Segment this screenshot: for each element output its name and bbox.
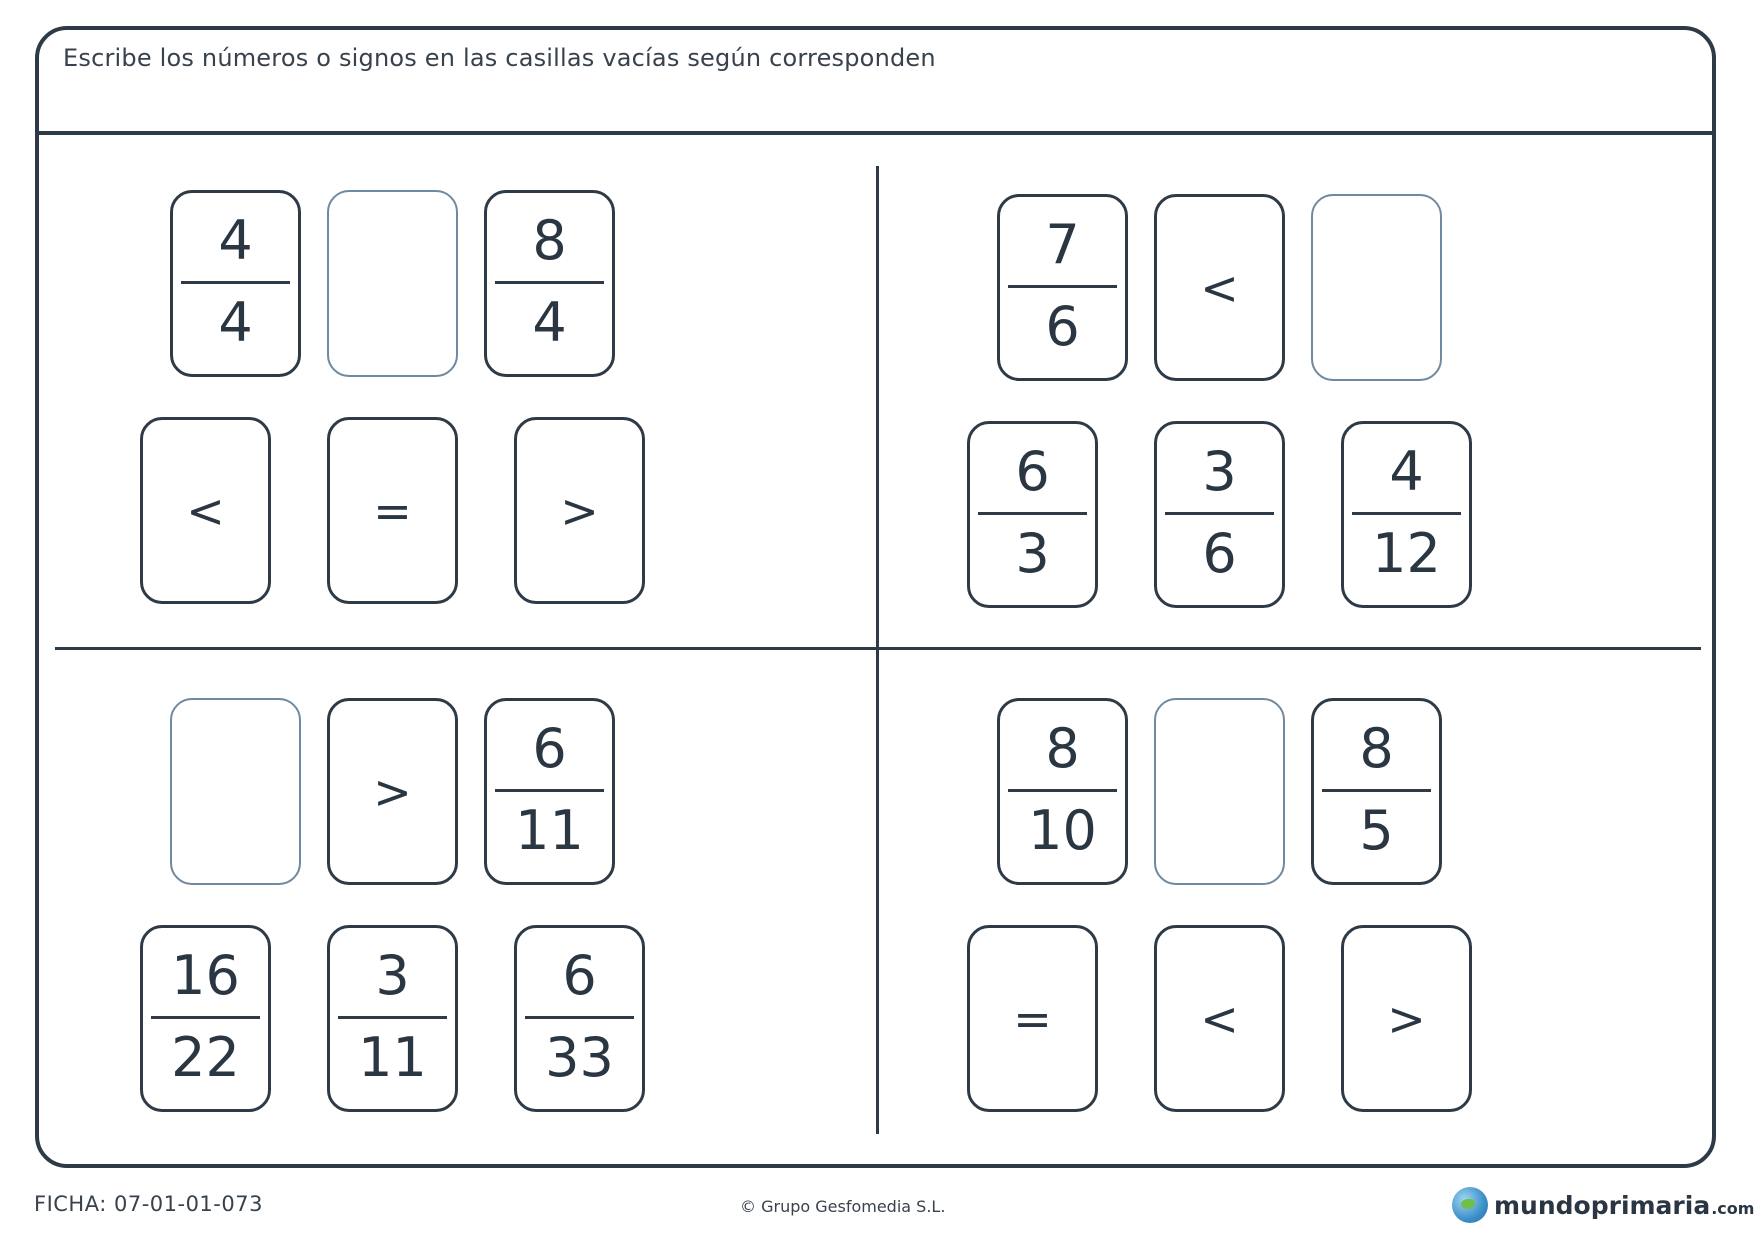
fraction bbox=[487, 193, 612, 374]
fraction-bar bbox=[1352, 512, 1461, 515]
symbol-card bbox=[1154, 194, 1285, 381]
fraction-bar bbox=[1008, 285, 1117, 288]
comparison-symbol: = bbox=[1013, 991, 1052, 1046]
fraction bbox=[1344, 424, 1469, 605]
fraction bbox=[970, 424, 1095, 605]
brand-logo[interactable] bbox=[1452, 1187, 1754, 1223]
comparison-symbol: < bbox=[1200, 260, 1239, 315]
fraction bbox=[173, 193, 298, 374]
vertical-divider bbox=[876, 166, 879, 1134]
fraction-numerator: 3 bbox=[1202, 440, 1237, 503]
fraction-numerator: 8 bbox=[532, 209, 567, 272]
fraction-numerator: 16 bbox=[171, 944, 240, 1007]
globe-icon bbox=[1452, 1187, 1488, 1223]
header-divider bbox=[37, 131, 1716, 135]
instruction-text: Escribe los números o signos en las casillas vacías según corresponden bbox=[63, 44, 936, 72]
brand-name: mundoprimaria bbox=[1494, 1190, 1711, 1220]
fraction bbox=[330, 928, 455, 1109]
fraction-card bbox=[997, 194, 1128, 381]
fraction-bar bbox=[1008, 789, 1117, 792]
fraction-numerator: 8 bbox=[1045, 717, 1080, 780]
symbol-card bbox=[140, 417, 271, 604]
fraction-denominator: 4 bbox=[532, 291, 567, 354]
empty-answer-box[interactable] bbox=[1154, 698, 1285, 885]
fraction-card bbox=[484, 698, 615, 885]
fraction-numerator: 6 bbox=[562, 944, 597, 1007]
fraction-denominator: 11 bbox=[358, 1026, 427, 1089]
fraction-denominator: 11 bbox=[515, 799, 584, 862]
fraction-bar bbox=[525, 1016, 634, 1019]
symbol-card bbox=[327, 698, 458, 885]
fraction-numerator: 6 bbox=[532, 717, 567, 780]
symbol-card bbox=[1341, 925, 1472, 1112]
fraction-denominator: 5 bbox=[1359, 799, 1394, 862]
fraction-card bbox=[1341, 421, 1472, 608]
fraction-denominator: 3 bbox=[1015, 522, 1050, 585]
fraction-card bbox=[1154, 421, 1285, 608]
fraction-numerator: 3 bbox=[375, 944, 410, 1007]
fraction-numerator: 4 bbox=[218, 209, 253, 272]
fraction-denominator: 4 bbox=[218, 291, 253, 354]
fraction-numerator: 4 bbox=[1389, 440, 1424, 503]
fraction bbox=[143, 928, 268, 1109]
fraction-bar bbox=[151, 1016, 260, 1019]
worksheet-code: FICHA: 07-01-01-073 bbox=[34, 1192, 263, 1216]
fraction-numerator: 8 bbox=[1359, 717, 1394, 780]
fraction-denominator: 6 bbox=[1202, 522, 1237, 585]
fraction-card bbox=[170, 190, 301, 377]
fraction-denominator: 22 bbox=[171, 1026, 240, 1089]
symbol-card bbox=[514, 417, 645, 604]
horizontal-divider bbox=[55, 647, 1701, 650]
comparison-symbol: > bbox=[1387, 991, 1426, 1046]
symbol-card bbox=[327, 417, 458, 604]
fraction-bar bbox=[1165, 512, 1274, 515]
fraction-bar bbox=[495, 281, 604, 284]
fraction-bar bbox=[181, 281, 290, 284]
fraction-card bbox=[484, 190, 615, 377]
fraction-card bbox=[1311, 698, 1442, 885]
fraction bbox=[517, 928, 642, 1109]
fraction bbox=[1314, 701, 1439, 882]
fraction-denominator: 12 bbox=[1372, 522, 1441, 585]
fraction-card bbox=[967, 421, 1098, 608]
fraction bbox=[1157, 424, 1282, 605]
fraction bbox=[487, 701, 612, 882]
fraction-bar bbox=[978, 512, 1087, 515]
fraction-bar bbox=[495, 789, 604, 792]
fraction-card bbox=[997, 698, 1128, 885]
empty-answer-box[interactable] bbox=[1311, 194, 1442, 381]
fraction-numerator: 6 bbox=[1015, 440, 1050, 503]
comparison-symbol: < bbox=[1200, 991, 1239, 1046]
empty-answer-box[interactable] bbox=[170, 698, 301, 885]
fraction-denominator: 33 bbox=[545, 1026, 614, 1089]
symbol-card bbox=[967, 925, 1098, 1112]
fraction-bar bbox=[338, 1016, 447, 1019]
comparison-symbol: > bbox=[373, 764, 412, 819]
fraction-card bbox=[140, 925, 271, 1112]
fraction bbox=[1000, 701, 1125, 882]
comparison-symbol: > bbox=[560, 483, 599, 538]
brand-tld: .com bbox=[1711, 1198, 1754, 1218]
comparison-symbol: = bbox=[373, 483, 412, 538]
fraction-card bbox=[327, 925, 458, 1112]
fraction-numerator: 7 bbox=[1045, 213, 1080, 276]
comparison-symbol: < bbox=[186, 483, 225, 538]
fraction-denominator: 6 bbox=[1045, 295, 1080, 358]
copyright-notice: © Grupo Gesfomedia S.L. bbox=[740, 1197, 946, 1216]
empty-answer-box[interactable] bbox=[327, 190, 458, 377]
fraction bbox=[1000, 197, 1125, 378]
fraction-denominator: 10 bbox=[1028, 799, 1097, 862]
fraction-bar bbox=[1322, 789, 1431, 792]
fraction-card bbox=[514, 925, 645, 1112]
symbol-card bbox=[1154, 925, 1285, 1112]
